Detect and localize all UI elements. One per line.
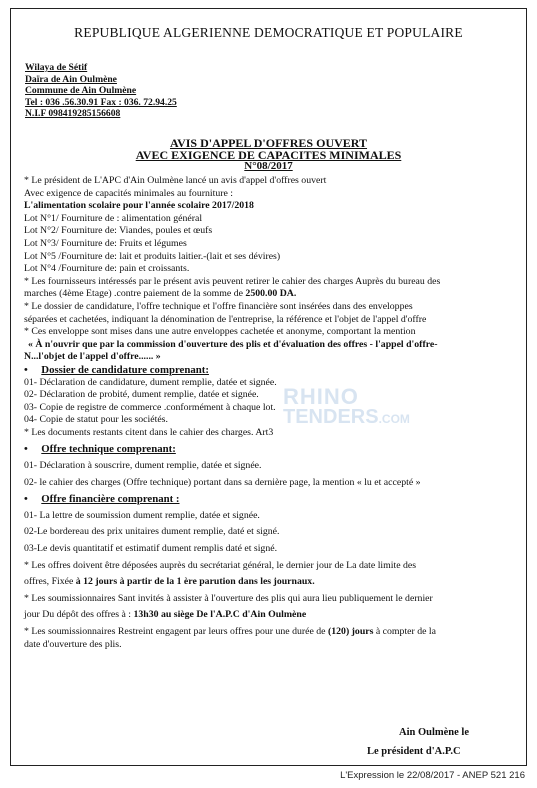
section-heading-financiere: • Offre financière comprenant : [24,493,180,506]
lot-item: Lot N°3/ Fourniture de: Fruits et légumes [24,237,187,249]
envelope-mention: « À n'ouvrir que par la commission d'ouverture des plis et d'évaluation des offres - l'appel d'offre- [28,338,438,350]
list-item: 02- Déclaration de probité, dument remplie, datée et signée. [24,389,259,401]
paragraph-text: marches (4ème Etage) .contre paiement de la somme de [24,288,246,300]
phone-fax-line: Tel : 036 .56.30.91 Fax : 036. 72.94.25 [25,96,177,108]
watermark-line: RHINO [283,384,359,409]
closing-line [24,626,519,639]
signature-role: Le président d'A.P.C [367,746,461,757]
paragraph-line: * Les fournisseurs intéressés par le présent avis peuvent retirer le cahier des charges Auprès du bureau des [24,275,441,287]
watermark-line: TENDERS.COM [283,406,410,428]
wilaya-line: Wilaya de Sétif [25,62,88,73]
closing-line [24,576,519,589]
list-item: 04- Copie de statut pour les sociétés. [24,414,168,426]
paragraph-line: séparées et cachetées, indiquant la dénomination de l'entreprise, la référence et l'objet de l'appel d'offre [24,313,427,325]
closing-text: jour Du dépôt des offres à : [24,609,134,621]
list-item: 01- Déclaration de candidature, dument remplie, datée et signée. [24,376,277,388]
lot-item: Lot N°4 /Fourniture de: pain et croissants. [24,263,190,275]
section-heading-dossier: • Dossier de candidature comprenant: [24,363,209,376]
nif-line: N.I.F 098419285156608 [25,108,121,120]
list-item: 03-Le devis quantitatif et estimatif dument remplis daté et signé. [24,543,278,555]
list-item: 02-Le bordereau des prix unitaires dument remplie, daté et signé. [24,526,280,538]
commune-line: Commune de Ain Oulmène [25,85,137,97]
closing-text: offres, Fixée [24,576,76,588]
fee-amount: 2500.00 DA. [245,288,297,300]
opening-time: 13h30 au siège De l'A.P.C d'Ain Oulmène [133,609,307,621]
section-heading-technique: • Offre technique comprenant: [24,443,176,456]
closing-line [24,609,519,622]
lot-item: Lot N°5 /Fourniture de: lait et produits laitier.-(lait et ses dévires) [24,250,281,262]
publication-footer: L'Expression le 22/08/2017 - ANEP 521 216 [340,770,525,781]
paragraph-line [24,288,519,301]
paragraph-line: * Ces enveloppe sont mises dans une autre enveloppes cachetée et anonyme, comportant la mention [24,326,416,338]
closing-line: * Les soumissionnaires Sant invités à assister à l'ouverture des plis qui aura lieu publiquement le dernier [24,592,433,604]
closing-text: à compter de la [373,626,436,637]
closing-line: * Les offres doivent être déposées auprès du secrétariat général, le dernier jour de La date limite des [24,559,417,571]
notice-page [10,8,527,766]
deadline-text: à 12 jours à partir de la 1 ère parution dans les journaux. [75,576,315,588]
republic-heading: REPUBLIQUE ALGERIENNE DEMOCRATIQUE ET POPULAIRE [74,25,463,40]
list-item: 02- le cahier des charges (Offre technique) portant dans sa dernière page, la mention « lu et accepté » [24,476,421,488]
lot-item: Lot N°1/ Fourniture de : alimentation général [24,212,203,224]
notice-subtitle: AVEC EXIGENCE DE CAPACITES MINIMALES [135,148,402,162]
daira-line: Daïra de Ain Oulmène [25,73,117,85]
paragraph-line: * Le dossier de candidature, l'offre technique et l'offre financière sont insérées dans des enveloppes [24,300,413,312]
list-item: 01- La lettre de soumission dument remplie, datée et signée. [24,509,260,521]
notice-number: N°08/2017 [244,160,293,172]
envelope-mention: N...l'objet de l'appel d'offre...... » [24,351,161,363]
lot-item: Lot N°2/ Fourniture de: Viandes, poules et œufs [24,225,213,237]
notice-title: AVIS D'APPEL D'OFFRES OUVERT [169,136,368,150]
administration-block [25,62,177,120]
supply-object: L'alimentation scolaire pour l'année scolaire 2017/2018 [24,200,254,212]
validity-duration: (120) jours [327,626,374,637]
signature-place: Ain Oulmène le [399,727,469,738]
intro-line: Avec exigence de capacités minimales au fourniture : [24,187,233,199]
signature-block [367,723,469,761]
closing-text: * Les soumissionnaires Restreint engagent par leurs offres pour une durée de [24,626,328,637]
closing-line: date d'ouverture des plis. [24,638,122,650]
intro-line: * Le président de L'APC d'Ain Oulmène lancé un avis d'appel d'offres ouvert [24,175,327,186]
documents-note: * Les documents restants citent dans le cahier des charges. Art3 [24,426,274,438]
list-item: 03- Copie de registre de commerce .conformément à chaque lot. [24,401,276,413]
list-item: 01- Déclaration à souscrire, dument remplie, datée et signée. [24,460,262,472]
notice-body [24,175,519,651]
